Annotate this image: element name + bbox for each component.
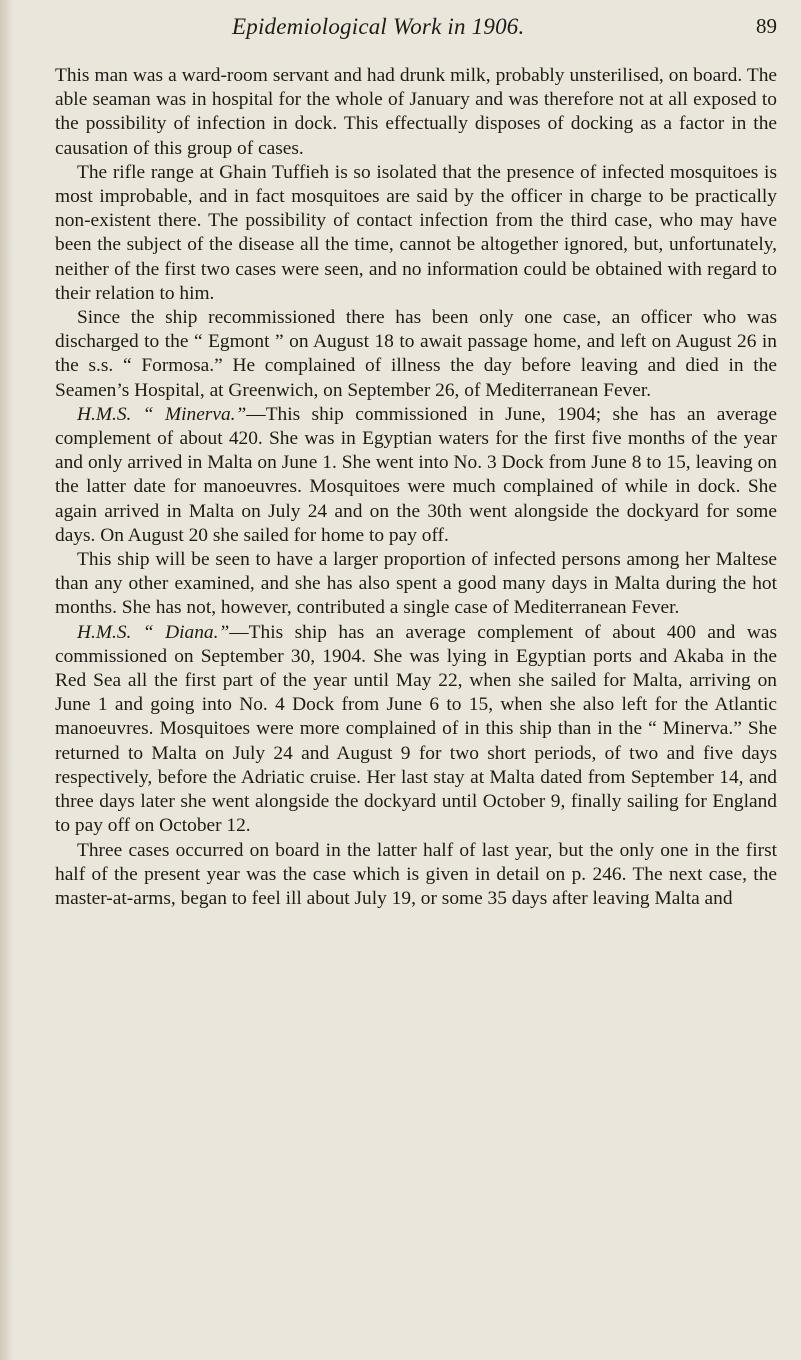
paragraph-1 (55, 64, 777, 161)
paragraph-text: Three cases occurred on board in the latter half of last year, but the only one in the first half of the present year was the case which is given in detail on p. 246. The next case, the master-at-arms, began to feel ill about July 19, or some 35 days after leaving Malta and (55, 839, 777, 909)
body-text (55, 64, 777, 911)
page-number: 89 (756, 14, 777, 38)
paragraph-7 (55, 839, 777, 912)
paragraph-text: The rifle range at Ghain Tuffieh is so isolated that the presence of infected mosquitoes is most improbable, and in fact mosquitoes are said by the officer in charge to be practically non-existent there. The possibility of contact infection from the third case, who may have been the subject of the disease all the time, cannot be altogether ignored, but, unfortunately, neither of the first two cases were seen, and no information could be obtained with regard to their relation to him. (55, 161, 777, 304)
paragraph-minerva (55, 403, 777, 548)
running-head: Epidemiological Work in 1906. (232, 14, 525, 39)
paragraph-5 (55, 548, 777, 621)
paragraph-diana (55, 621, 777, 839)
paragraph-3 (55, 306, 777, 403)
paragraph-text: This man was a ward-room servant and had drunk milk, probably unsterilised, on board. The able seaman was in hospital for the whole of January and was therefore not at all exposed to the possibility of infection in dock. This effectually disposes of docking as a factor in the causation of this group of cases. (55, 65, 777, 159)
paragraph-text: This ship will be seen to have a larger proportion of infected persons among her Maltese than any other examined, and she has also spent a good many days in Malta during the hot months. She has not, however, contributed a single case of Mediterranean Fever. (55, 549, 777, 619)
page-header (0, 8, 801, 48)
ship-heading-diana: H.M.S. “ Diana.” (77, 621, 230, 643)
paragraph-text: —This ship commissioned in June, 1904; she has an average complement of about 420. She was in Egyptian waters for the first five months of the year and only arrived in Malta on June 1. She went into No. 3 Dock from June 8 to 15, leaving on the latter date for manoeuvres. Mosquitoes were much complained of while in dock. She again arrived in Malta on July 24 and on the 30th went alongside the dockyard for some days. On August 20 she sailed for home to pay off. (55, 403, 777, 546)
paragraph-text: —This ship has an average complement of about 400 and was commissioned on September 30, 1904. She was lying in Egyptian ports and Akaba in the Red Sea all the first part of the year until May 22, when she sailed for Malta, arriving on June 1 and going into No. 4 Dock from June 6 to 15, when she also left for the Atlantic manoeuvres. Mosquitoes were more complained of in this ship than in the “ Minerva.” She returned to Malta on July 24 and August 9 for two short periods, of two and five days respectively, before the Adriatic cruise. Her last stay at Malta dated from September 14, and three days later she went alongside the dockyard until October 9, finally sailing for England to pay off on October 12. (55, 621, 778, 837)
paragraph-text: Since the ship recommissioned there has been only one case, an officer who was discharged to the “ Egmont ” on August 18 to await passage home, and left on August 26 in the s.s. “ Formosa.” He complained of illness the day before leaving and died in the Seamen’s Hospital, at Greenwich, on September 26, of Mediterranean Fever. (55, 307, 777, 401)
paragraph-2 (55, 161, 777, 306)
page-edge (0, 0, 14, 1360)
ship-heading-minerva: H.M.S. “ Minerva.” (77, 403, 247, 425)
